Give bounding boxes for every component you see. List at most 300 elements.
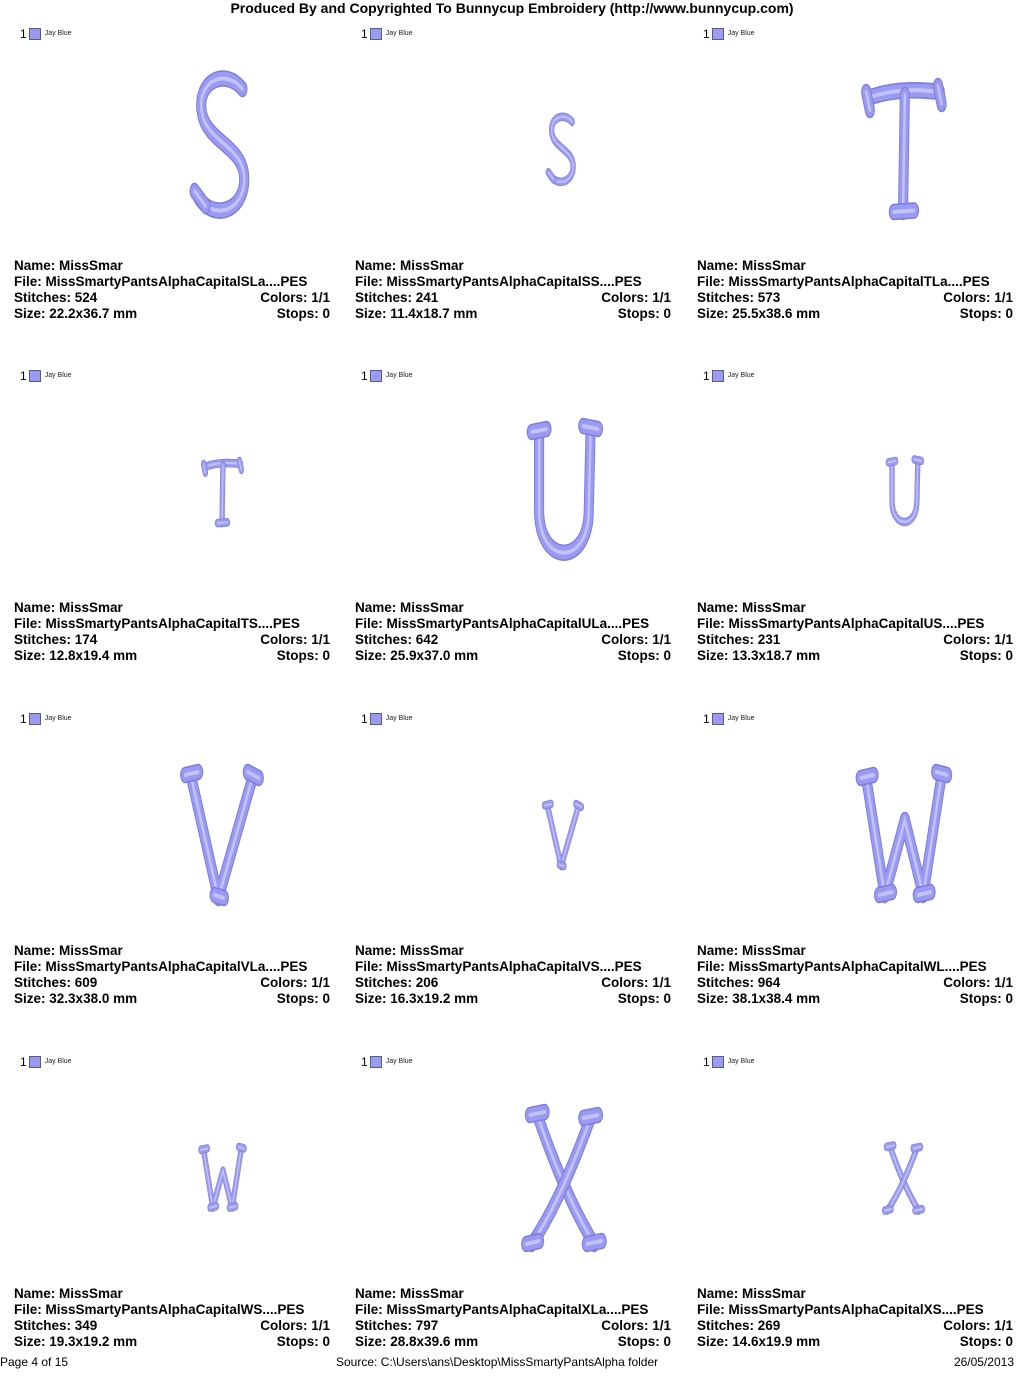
stitches-label: Stitches: [697,290,755,305]
stitch-highlight [545,804,551,805]
letter-x-stitch-icon [341,1070,682,1292]
stitches-row [697,290,1013,306]
size-row [14,648,330,664]
thread-name: Jay Blue [727,715,755,722]
size-row [14,306,330,322]
design-info [697,1286,1013,1350]
swatch-number: 1 [361,712,368,726]
color-count: 1/1 [994,632,1013,647]
swatch-number: 1 [703,1055,710,1069]
stitches-label: Stitches: [355,290,413,305]
page-number: Page 4 of 15 [0,1355,69,1369]
letter-v-stitch-icon [341,727,682,949]
design-card [0,711,341,1053]
stitches-row [355,975,671,991]
size-row [697,306,1013,322]
stitches-label: Stitches: [355,632,413,647]
embroidery-preview [341,42,682,264]
stitch-count: 349 [74,1318,98,1333]
size-label: Size: [355,648,387,663]
thread-swatch [361,1054,413,1070]
name-row [355,600,671,616]
swatch-number: 1 [703,712,710,726]
thread-swatch [361,711,413,727]
thread-swatch [20,368,72,384]
name-label: Name: [355,600,397,615]
color-swatch-icon [29,28,41,40]
colors-label: Colors: [943,290,991,305]
color-swatch-icon [370,713,382,725]
file-label: File: [697,274,725,289]
size-row [14,991,330,1007]
name-label: Name: [14,258,56,273]
stop-count: 0 [322,1334,330,1349]
color-swatch-icon [29,370,41,382]
stops-label: Stops: [276,306,319,321]
letter-v-stitch-icon [0,727,341,949]
design-info [14,943,330,1007]
stitch-fill [539,429,591,553]
color-swatch-icon [29,1056,41,1068]
file-label: File: [355,616,383,631]
file-name: MissSmartyPantsAlphaCapitalXLa....PES [386,1302,649,1317]
thread-name: Jay Blue [385,715,413,722]
design-grid [0,26,1024,1354]
size-label: Size: [697,648,729,663]
embroidery-preview [0,727,341,949]
name-row [14,258,330,274]
stitch-highlight [201,1148,207,1149]
file-name: MissSmartyPantsAlphaCapitalTS....PES [45,616,300,631]
color-count: 1/1 [311,632,330,647]
thread-name: Jay Blue [727,372,755,379]
size-label: Size: [697,991,729,1006]
colors-label: Colors: [601,290,649,305]
stop-count: 0 [1005,991,1013,1006]
embroidery-preview [341,1070,682,1292]
stitch-count: 241 [415,290,439,305]
swatch-number: 1 [361,27,368,41]
stitch-highlight [915,1209,922,1210]
stitch-highlight [894,211,914,213]
stitches-row [355,290,671,306]
stitch-count: 524 [74,290,98,305]
file-label: File: [697,959,725,974]
file-name: MissSmartyPantsAlphaCapitalVLa....PES [45,959,308,974]
thread-swatch [703,26,755,42]
file-name: MissSmartyPantsAlphaCapitalTLa....PES [728,274,990,289]
colors-label: Colors: [943,1318,991,1333]
stops-label: Stops: [617,991,660,1006]
swatch-number: 1 [361,369,368,383]
stops-label: Stops: [959,306,1002,321]
stitch-fill [892,461,918,522]
name-label: Name: [355,943,397,958]
stitches-label: Stitches: [14,290,72,305]
file-row [14,274,330,290]
embroidery-preview [683,727,1024,949]
stitches-label: Stitches: [355,1318,413,1333]
stop-count: 0 [663,648,671,663]
swatch-number: 1 [703,369,710,383]
size-label: Size: [14,991,46,1006]
thread-swatch [361,368,413,384]
embroidery-preview [0,42,341,264]
thread-swatch [703,711,755,727]
colors-label: Colors: [601,632,649,647]
design-info [355,600,671,664]
color-count: 1/1 [652,632,671,647]
file-name: MissSmartyPantsAlphaCapitalSS....PES [386,274,642,289]
embroidery-preview [0,1070,341,1292]
file-row [697,616,1013,632]
stitches-label: Stitches: [14,1318,72,1333]
stitches-row [14,632,330,648]
stop-count: 0 [322,991,330,1006]
embroidery-preview [341,727,682,949]
stitch-highlight [217,522,227,523]
stop-count: 0 [322,648,330,663]
thread-name: Jay Blue [727,30,755,37]
design-card [683,26,1024,368]
design-name: MissSmar [400,1286,464,1301]
color-swatch-icon [712,370,724,382]
size-label: Size: [14,648,46,663]
file-label: File: [355,959,383,974]
stitches-label: Stitches: [355,975,413,990]
design-name: MissSmar [742,943,806,958]
letter-t-stitch-icon [683,42,1024,264]
name-row [697,1286,1013,1302]
thread-name: Jay Blue [44,372,72,379]
thread-name: Jay Blue [385,372,413,379]
design-name: MissSmar [59,258,123,273]
color-count: 1/1 [311,1318,330,1333]
thread-swatch [20,1054,72,1070]
swatch-number: 1 [20,712,27,726]
stitch-count: 609 [74,975,98,990]
design-size: 25.9x37.0 mm [390,648,479,663]
file-row [355,1302,671,1318]
name-row [14,600,330,616]
name-row [697,943,1013,959]
embroidery-preview [683,42,1024,264]
letter-u-stitch-icon [683,384,1024,606]
embroidery-preview [341,384,682,606]
size-label: Size: [355,1334,387,1349]
stitch-count: 797 [415,1318,439,1333]
colors-label: Colors: [260,632,308,647]
stops-label: Stops: [276,1334,319,1349]
colors-label: Colors: [260,1318,308,1333]
design-name: MissSmar [742,1286,806,1301]
swatch-number: 1 [20,369,27,383]
thread-swatch [20,711,72,727]
stop-count: 0 [1005,648,1013,663]
size-label: Size: [14,306,46,321]
file-label: File: [14,616,42,631]
stitches-label: Stitches: [697,1318,755,1333]
size-row [14,1334,330,1350]
color-swatch-icon [29,713,41,725]
stitch-highlight [914,459,921,460]
thread-name: Jay Blue [44,715,72,722]
design-info [14,600,330,664]
design-card [683,368,1024,710]
name-label: Name: [697,258,739,273]
thread-swatch [361,26,413,42]
size-row [697,991,1013,1007]
size-label: Size: [355,991,387,1006]
name-label: Name: [355,258,397,273]
size-row [697,648,1013,664]
stops-label: Stops: [617,306,660,321]
design-size: 13.3x18.7 mm [732,648,821,663]
thread-swatch [20,26,72,42]
stops-label: Stops: [959,1334,1002,1349]
header-title: Produced By and Copyrighted To Bunnycup Embroidery (http://www.bunnycup.com) [230,0,794,16]
embroidery-preview [683,384,1024,606]
name-label: Name: [355,1286,397,1301]
design-size: 28.8x39.6 mm [390,1334,479,1349]
design-name: MissSmar [400,943,464,958]
letter-w-stitch-icon [0,1070,341,1292]
color-count: 1/1 [311,290,330,305]
size-row [355,1334,671,1350]
stitch-highlight [886,1145,893,1146]
stitches-row [14,1318,330,1334]
letter-t-stitch-icon [0,384,341,606]
stitch-highlight [239,1147,245,1148]
size-label: Size: [697,306,729,321]
name-row [355,943,671,959]
design-size: 38.1x38.4 mm [732,991,821,1006]
name-label: Name: [697,1286,739,1301]
thread-swatch [703,1054,755,1070]
file-name: MissSmartyPantsAlphaCapitalULa....PES [386,616,650,631]
color-count: 1/1 [994,975,1013,990]
stops-label: Stops: [276,648,319,663]
colors-label: Colors: [601,1318,649,1333]
embroidery-preview [0,384,341,606]
stops-label: Stops: [617,648,660,663]
design-card [683,711,1024,1053]
design-card [341,1054,682,1396]
stops-label: Stops: [617,1334,660,1349]
design-name: MissSmar [742,600,806,615]
design-card [0,368,341,710]
page-footer [0,1354,1024,1370]
file-name: MissSmartyPantsAlphaCapitalVS....PES [386,959,642,974]
colors-label: Colors: [943,975,991,990]
embroidery-preview [683,1070,1024,1292]
stitch-count: 269 [757,1318,781,1333]
stitch-count: 231 [757,632,781,647]
file-label: File: [355,274,383,289]
design-card [341,368,682,710]
stitches-label: Stitches: [697,975,755,990]
letter-w-stitch-icon [683,727,1024,949]
stitch-highlight [210,1206,216,1207]
stitch-highlight [885,1209,891,1210]
file-name: MissSmartyPantsAlphaCapitalWS....PES [45,1302,305,1317]
name-label: Name: [14,943,56,958]
file-name: MissSmartyPantsAlphaCapitalUS....PES [728,616,985,631]
design-size: 14.6x19.9 mm [732,1334,821,1349]
stitches-row [14,290,330,306]
file-name: MissSmartyPantsAlphaCapitalWL....PES [728,959,987,974]
colors-label: Colors: [601,975,649,990]
stitches-label: Stitches: [14,975,72,990]
file-row [14,1302,330,1318]
name-row [14,1286,330,1302]
colors-label: Colors: [943,632,991,647]
name-label: Name: [697,600,739,615]
design-name: MissSmar [59,1286,123,1301]
thread-name: Jay Blue [44,1058,72,1065]
stitches-row [697,1318,1013,1334]
file-label: File: [14,274,42,289]
colors-label: Colors: [260,290,308,305]
file-label: File: [697,1302,725,1317]
design-size: 32.3x38.0 mm [49,991,138,1006]
stops-label: Stops: [276,991,319,1006]
file-row [14,616,330,632]
stop-count: 0 [1005,306,1013,321]
color-count: 1/1 [652,1318,671,1333]
file-row [697,1302,1013,1318]
size-row [355,306,671,322]
design-size: 11.4x18.7 mm [390,306,478,321]
design-info [355,258,671,322]
color-swatch-icon [370,370,382,382]
size-row [355,991,671,1007]
letter-s-stitch-icon [341,42,682,264]
letter-u-stitch-icon [341,384,682,606]
stitch-count: 206 [415,975,439,990]
color-swatch-icon [712,713,724,725]
stops-label: Stops: [959,648,1002,663]
size-label: Size: [355,306,387,321]
design-info [14,258,330,322]
print-date: 26/05/2013 [953,1355,1014,1369]
file-row [355,959,671,975]
swatch-number: 1 [361,1055,368,1069]
stitch-fill [204,1148,242,1207]
design-info [697,258,1013,322]
design-size: 12.8x19.4 mm [49,648,138,663]
stop-count: 0 [663,306,671,321]
page-header [0,0,1024,18]
file-row [697,274,1013,290]
thread-name: Jay Blue [385,1058,413,1065]
stop-count: 0 [1005,1334,1013,1349]
stitch-highlight [229,1206,235,1207]
name-row [697,600,1013,616]
name-label: Name: [14,1286,56,1301]
file-row [355,616,671,632]
color-count: 1/1 [994,1318,1013,1333]
file-label: File: [14,1302,42,1317]
size-label: Size: [14,1334,46,1349]
design-info [14,1286,330,1350]
stop-count: 0 [663,991,671,1006]
stitch-count: 573 [757,290,781,305]
stitch-highlight [559,865,564,866]
thread-name: Jay Blue [44,30,72,37]
file-name: MissSmartyPantsAlphaCapitalXS....PES [728,1302,984,1317]
design-card [683,1054,1024,1396]
design-name: MissSmar [59,943,123,958]
design-size: 19.3x19.2 mm [49,1334,138,1349]
design-name: MissSmar [59,600,123,615]
stitch-count: 642 [415,632,439,647]
color-count: 1/1 [652,290,671,305]
design-card [341,711,682,1053]
design-size: 25.5x38.6 mm [732,306,821,321]
design-info [697,600,1013,664]
letter-x-stitch-icon [683,1070,1024,1292]
design-card [0,1054,341,1396]
design-info [355,1286,671,1350]
file-label: File: [355,1302,383,1317]
size-row [355,648,671,664]
colors-label: Colors: [260,975,308,990]
color-swatch-icon [712,28,724,40]
color-swatch-icon [370,28,382,40]
name-row [355,258,671,274]
stitches-row [355,1318,671,1334]
swatch-number: 1 [20,1055,27,1069]
stitches-row [355,632,671,648]
file-row [14,959,330,975]
design-info [355,943,671,1007]
stitches-row [697,975,1013,991]
stitch-count: 174 [74,632,98,647]
size-label: Size: [697,1334,729,1349]
design-info [697,943,1013,1007]
file-name: MissSmartyPantsAlphaCapitalSLa....PES [45,274,308,289]
design-name: MissSmar [400,258,464,273]
color-swatch-icon [370,1056,382,1068]
design-size: 22.2x36.7 mm [49,306,138,321]
stitch-highlight [222,465,223,523]
color-swatch-icon [712,1056,724,1068]
stops-label: Stops: [959,991,1002,1006]
thread-name: Jay Blue [385,30,413,37]
color-count: 1/1 [652,975,671,990]
color-count: 1/1 [311,975,330,990]
source-path: Source: C:\Users\ans\Desktop\MissSmartyPantsAlpha folder [336,1355,659,1369]
stitches-row [697,632,1013,648]
name-label: Name: [697,943,739,958]
swatch-number: 1 [703,27,710,41]
stitches-row [14,975,330,991]
color-count: 1/1 [994,290,1013,305]
design-size: 16.3x19.2 mm [390,991,479,1006]
stop-count: 0 [322,306,330,321]
file-label: File: [14,959,42,974]
name-label: Name: [14,600,56,615]
stitch-highlight [913,1147,920,1148]
size-row [697,1334,1013,1350]
name-row [14,943,330,959]
thread-name: Jay Blue [727,1058,755,1065]
stitch-count: 964 [757,975,781,990]
stitches-label: Stitches: [14,632,72,647]
thread-swatch [703,368,755,384]
design-name: MissSmar [742,258,806,273]
